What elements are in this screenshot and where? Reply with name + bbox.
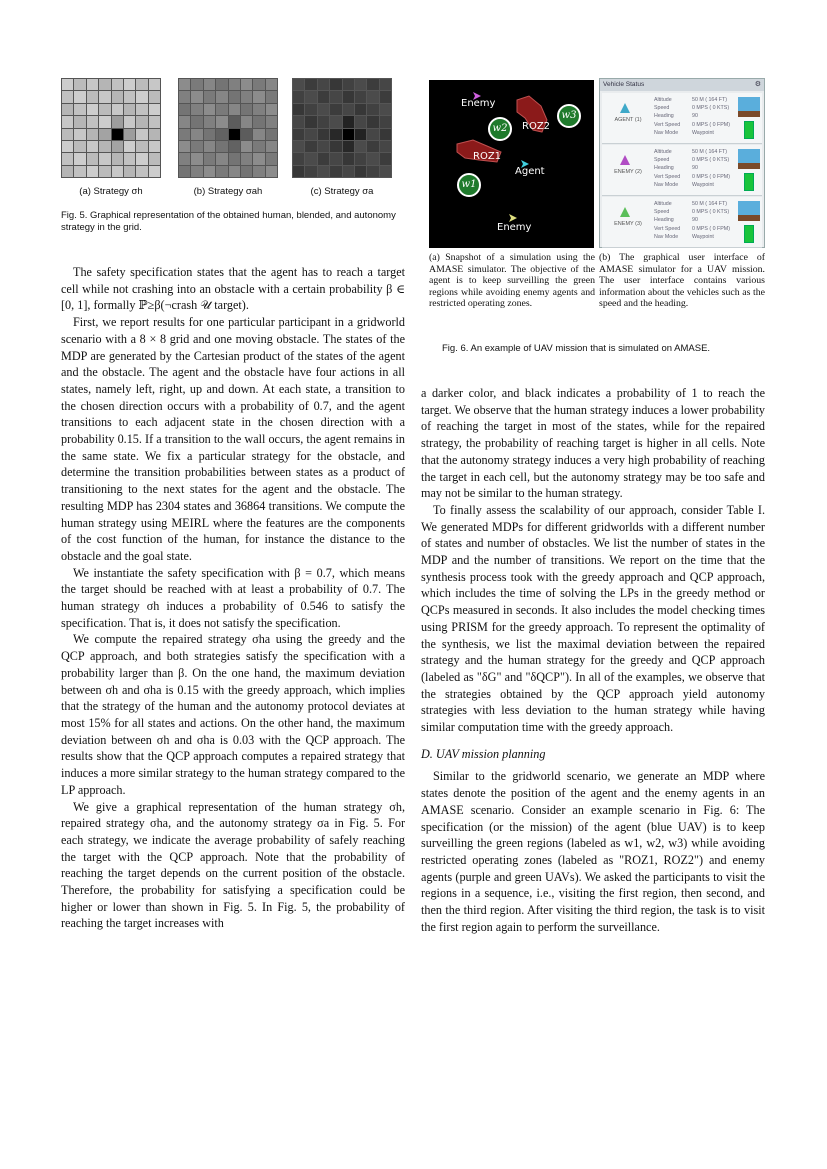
- property-row: [654, 233, 714, 241]
- grid-cell: [191, 116, 202, 127]
- grid-cell: [330, 166, 341, 177]
- grid-cell: [229, 116, 240, 127]
- grid-cell: [124, 141, 135, 152]
- grid-cell: [99, 141, 110, 152]
- grid-cell: [99, 116, 110, 127]
- grid-cell: [179, 104, 190, 115]
- grid-cell: [112, 129, 123, 140]
- roz1-label: ROZ1: [473, 151, 502, 162]
- property-label: Heading: [654, 217, 674, 224]
- enemy-label-top: Enemy: [461, 98, 496, 109]
- property-value: 50 M ( 164 FT): [692, 97, 728, 103]
- vehicle-panel[interactable]: [602, 197, 762, 248]
- grid-cell: [99, 91, 110, 102]
- grid-cell: [204, 104, 215, 115]
- grid-cell: [343, 153, 354, 164]
- grid-cell: [149, 129, 160, 140]
- grid-cell: [191, 91, 202, 102]
- property-label: Altitude: [654, 201, 672, 207]
- grid-cell: [330, 129, 341, 140]
- grid-cell: [74, 129, 85, 140]
- grid-cell: [204, 91, 215, 102]
- grid-cell: [367, 116, 378, 127]
- left-paragraph-2: First, we report results for one particular participant in a gridworld scenario with a 8 × 8 grid and one moving obstacle. The states of the MDP are generated by the Cartesian product of the states of the agent and the obstacle. The agent and the obstacle have four actions in all states, namely left, right, up and down. At each state, a transition to the chosen direction occurs with a probability of 0.7, and the agent transitions to each adjacent state in the chosen direction with a probability 0.15. If a transition to the wall occurs, the agent remains in the same state. We fix a particular strategy for the obstacle, and determine the transition probabilities between states as a product of transitioning to the next states for the agent and the obstacle. The resulting MDP has 2304 states and 36864 transitions. We compute the human strategy using MEIRL where the features are the components of the cost function of the human, for instance the distance to the obstacle and the goal state.: [61, 315, 405, 563]
- property-value: 0 MPS ( 0 FPM): [692, 225, 730, 232]
- property-value: 0 MPS ( 0 KTS): [692, 157, 730, 164]
- altitude-gauge: [738, 111, 760, 117]
- altitude-gauge: [738, 201, 760, 215]
- property-row: [654, 208, 730, 216]
- grid-cell: [253, 104, 264, 115]
- property-row: [654, 156, 730, 164]
- gear-icon[interactable]: ⚙: [754, 81, 761, 88]
- grid-cell: [216, 79, 227, 90]
- grid-cell: [87, 91, 98, 102]
- grid-cell: [62, 153, 73, 164]
- uav-icon: [620, 103, 630, 113]
- region-w1: w1: [457, 173, 481, 197]
- grid-cell: [367, 79, 378, 90]
- grid-cell: [216, 153, 227, 164]
- grid-cell: [99, 129, 110, 140]
- grid-cell: [229, 91, 240, 102]
- grid-cell: [253, 153, 264, 164]
- grid-cell: [124, 166, 135, 177]
- grid-cell: [293, 116, 304, 127]
- grid-cell: [149, 79, 160, 90]
- grid-cell: [112, 104, 123, 115]
- grid-cell: [204, 153, 215, 164]
- grid-cell: [343, 91, 354, 102]
- grid-cell: [99, 166, 110, 177]
- uav-icon: [620, 155, 630, 165]
- grid-cell: [241, 79, 252, 90]
- grid-cell: [266, 166, 277, 177]
- grid-cell: [62, 79, 73, 90]
- grid-cell: [204, 129, 215, 140]
- grid-cell: [179, 141, 190, 152]
- grid-cell: [318, 104, 329, 115]
- left-column: [61, 264, 405, 932]
- property-label: Vert Speed: [654, 121, 681, 128]
- property-value: 50 M ( 164 FT): [692, 201, 728, 207]
- grid-cell: [112, 141, 123, 152]
- grid-cell: [136, 79, 147, 90]
- property-value: 0 MPS ( 0 KTS): [692, 105, 730, 112]
- status-indicator: [744, 225, 754, 243]
- property-label: Vert Speed: [654, 225, 681, 232]
- grid-cell: [343, 104, 354, 115]
- status-indicator: [744, 121, 754, 139]
- property-label: Nav Mode: [654, 233, 679, 240]
- grid-cell: [179, 79, 190, 90]
- grid-cell: [343, 141, 354, 152]
- property-label: Speed: [654, 157, 670, 164]
- grid-cell: [253, 91, 264, 102]
- grid-cell: [136, 166, 147, 177]
- simulation-snapshot: [429, 80, 594, 248]
- grid-cell: [241, 104, 252, 115]
- grid-cell: [179, 153, 190, 164]
- grid-cell: [149, 116, 160, 127]
- status-indicator: [744, 173, 754, 191]
- grid-cell: [305, 104, 316, 115]
- property-row: [654, 112, 698, 120]
- grid-cell: [241, 141, 252, 152]
- grid-cell: [179, 116, 190, 127]
- figure-5: [61, 78, 406, 233]
- property-row: [654, 104, 730, 112]
- grid-cell: [318, 166, 329, 177]
- grid-cell: [112, 91, 123, 102]
- grid-cell: [355, 104, 366, 115]
- grid-cell: [87, 79, 98, 90]
- grid-cell: [318, 91, 329, 102]
- right-column: [421, 385, 765, 936]
- subcaption-c: (c) Strategy σa: [310, 186, 374, 197]
- gui-title: Vehicle Status: [603, 81, 645, 88]
- grid-cell: [136, 141, 147, 152]
- grid-cell: [241, 166, 252, 177]
- grid-cell: [191, 104, 202, 115]
- property-row: [654, 225, 730, 233]
- grid-cell: [124, 91, 135, 102]
- grid-cell: [305, 166, 316, 177]
- grid-cell: [112, 166, 123, 177]
- property-row: [654, 181, 714, 189]
- grid-cell: [216, 91, 227, 102]
- grid-cell: [179, 91, 190, 102]
- grid-cell: [343, 116, 354, 127]
- grid-cell: [229, 104, 240, 115]
- grid-cell: [74, 79, 85, 90]
- grid-cell: [253, 166, 264, 177]
- grid-cell: [293, 104, 304, 115]
- grid-cell: [253, 116, 264, 127]
- grid-cell: [330, 141, 341, 152]
- altitude-gauge: [738, 149, 760, 163]
- grid-cell: [330, 153, 341, 164]
- altitude-gauge: [738, 97, 760, 111]
- grid-cell: [318, 79, 329, 90]
- grid-strategy-h: [61, 78, 161, 178]
- region-w3: w3: [557, 104, 581, 128]
- grid-cell: [305, 116, 316, 127]
- grid-strategy-a: [292, 78, 392, 178]
- agent-label: Agent: [515, 166, 545, 177]
- grid-cell: [355, 116, 366, 127]
- grid-cell: [191, 129, 202, 140]
- grid-cell: [216, 166, 227, 177]
- grid-cell: [87, 166, 98, 177]
- subcaption-b: (b) Strategy σah: [193, 186, 263, 197]
- grid-cell: [216, 129, 227, 140]
- grid-cell: [74, 153, 85, 164]
- grid-cell: [380, 129, 391, 140]
- grid-cell: [204, 141, 215, 152]
- property-label: Altitude: [654, 97, 672, 103]
- grid-cell: [149, 153, 160, 164]
- grid-cell: [380, 79, 391, 90]
- grid-cell: [293, 91, 304, 102]
- grid-cell: [330, 116, 341, 127]
- grid-cell: [330, 79, 341, 90]
- vehicle-status-gui: [599, 78, 765, 248]
- grid-cell: [149, 141, 160, 152]
- grid-cell: [62, 116, 73, 127]
- right-paragraph-1: a darker color, and black indicates a probability of 1 to reach the target. We observe that the human strategy induces a lower probability of reaching the target in most of the states, while for the repaired strategy, the probability of reaching target is higher in all cells. Note that the autonomy strategy induces a very high probability of reaching the target in each cell, but the autonomy strategy may be too safe and may not be similar to the human strategy.: [421, 386, 765, 501]
- grid-cell: [330, 91, 341, 102]
- property-row: [654, 148, 728, 156]
- enemy-label-bottom: Enemy: [497, 222, 532, 233]
- property-label: Vert Speed: [654, 173, 681, 180]
- grid-cell: [229, 166, 240, 177]
- vehicle-name: ENEMY (3): [614, 221, 642, 227]
- right-paragraph-2: To finally assess the scalability of our approach, consider Table I. We generated MDPs for different gridworlds with a different number of states and number of obstacles. We list the number of states in the MDP and the number of transitions. We report on the time that the synthesis process took with the greedy approach and QCP approach, which includes the time of solving the LPs in the greedy method or QCPs measured in seconds. It also includes the model checking times using PRISM for the greedy approach. To represent the optimality of the synthesis, we list the maximal deviation between the repaired strategy and the human strategy for the greedy and QCP approach (labeled as "δG" and "δQCP"). In all of the examples, we observe that the strategies obtained by the QCP approach yield autonomy strategies with less deviation to the human strategy while having similar computation time with the greedy approach.: [421, 502, 765, 735]
- grid-cell: [241, 91, 252, 102]
- grid-cell: [380, 116, 391, 127]
- grid-cell: [136, 129, 147, 140]
- grid-cell: [179, 129, 190, 140]
- vehicle-properties: [654, 96, 730, 137]
- grid-cell: [87, 116, 98, 127]
- grid-cell: [241, 153, 252, 164]
- grid-cell: [99, 79, 110, 90]
- section-heading-uav: D. UAV mission planning: [421, 746, 546, 761]
- grid-cell: [266, 153, 277, 164]
- grid-cell: [74, 91, 85, 102]
- grid-cell: [149, 104, 160, 115]
- grid-cell: [204, 79, 215, 90]
- altitude-gauge: [738, 163, 760, 169]
- grid-cell: [367, 141, 378, 152]
- grid-cell: [318, 141, 329, 152]
- grid-cell: [112, 153, 123, 164]
- grid-cell: [343, 79, 354, 90]
- grid-cell: [266, 141, 277, 152]
- grid-cell: [318, 129, 329, 140]
- grid-cell: [355, 153, 366, 164]
- grid-cell: [355, 129, 366, 140]
- grid-cell: [367, 129, 378, 140]
- grid-cell: [124, 153, 135, 164]
- property-value: 0 MPS ( 0 FPM): [692, 173, 730, 180]
- gui-title-bar: [600, 79, 764, 91]
- grid-cell: [216, 116, 227, 127]
- grid-cell: [305, 79, 316, 90]
- grid-cell: [62, 166, 73, 177]
- property-value: 90: [692, 113, 698, 120]
- grid-cell: [253, 141, 264, 152]
- grid-cell: [136, 153, 147, 164]
- grid-cell: [74, 104, 85, 115]
- grid-cell: [179, 166, 190, 177]
- grid-cell: [149, 91, 160, 102]
- property-row: [654, 129, 714, 137]
- grid-cell: [62, 91, 73, 102]
- grid-cell: [241, 116, 252, 127]
- property-value: Waypoint: [692, 129, 714, 136]
- property-value: 90: [692, 217, 698, 224]
- grid-cell: [293, 79, 304, 90]
- property-row: [654, 164, 698, 172]
- grid-cell: [112, 79, 123, 90]
- property-row: [654, 200, 728, 208]
- grid-cell: [62, 129, 73, 140]
- grid-cell: [253, 79, 264, 90]
- property-value: Waypoint: [692, 233, 714, 240]
- grid-cell: [204, 166, 215, 177]
- grid-cell: [305, 129, 316, 140]
- grid-cell: [124, 104, 135, 115]
- vehicle-panel[interactable]: [602, 145, 762, 196]
- grid-cell: [266, 129, 277, 140]
- property-row: [654, 96, 728, 104]
- vehicle-properties: [654, 148, 730, 189]
- grid-cell: [293, 153, 304, 164]
- vehicle-properties: [654, 200, 730, 241]
- grid-cell: [229, 141, 240, 152]
- enemy-green-marker: [509, 214, 517, 222]
- region-w2: w2: [488, 117, 512, 141]
- grid-cell: [266, 116, 277, 127]
- grid-cell: [266, 104, 277, 115]
- grid-cell: [293, 129, 304, 140]
- grid-cell: [293, 166, 304, 177]
- grid-cell: [191, 141, 202, 152]
- property-label: Heading: [654, 165, 674, 172]
- property-value: Waypoint: [692, 181, 714, 188]
- left-paragraph-3: We instantiate the safety specification with β = 0.7, which means the target should be reached with at least a probability of 0.7. The human strategy σh induces a probability of 0.546 to satisfy the specification. That is, it does not satisfy the specification.: [61, 565, 405, 630]
- grid-cell: [293, 141, 304, 152]
- grid-cell: [229, 79, 240, 90]
- property-row: [654, 173, 730, 181]
- grid-cell: [253, 129, 264, 140]
- grid-cell: [355, 79, 366, 90]
- grid-cell: [191, 166, 202, 177]
- grid-cell: [318, 153, 329, 164]
- grid-cell: [87, 104, 98, 115]
- grid-cell: [355, 91, 366, 102]
- grid-cell: [266, 79, 277, 90]
- grid-cell: [62, 141, 73, 152]
- grid-cell: [330, 104, 341, 115]
- grid-cell: [136, 104, 147, 115]
- grid-cell: [355, 166, 366, 177]
- grid-cell: [343, 166, 354, 177]
- left-paragraph-4: We compute the repaired strategy σha using the greedy and the QCP approach, and both strategies satisfy the specification with a probability larger than β. On the one hand, the maximum deviation between σh and σha is 0.15 with the greedy approach, which implies that the strategy of the human and the autonomy protocol deviates at most 15% for all states and actions. On the other hand, the maximum deviation between σh and σha is 0.03 with the QCP approach. The results show that the QCP approach computes a repaired strategy that induces a more similar strategy to the human strategy compared to the LP approach.: [61, 632, 405, 797]
- fig6-subcaption-a: (a) Snapshot of a simulation using the AMASE simulator. The objective of the agent is to keep surveilling the green regions while avoiding enemy agents and restricted operating zones.: [429, 252, 595, 310]
- grid-cell: [204, 116, 215, 127]
- grid-cell: [124, 129, 135, 140]
- grid-cell: [99, 153, 110, 164]
- grid-cell: [229, 129, 240, 140]
- grid-cell: [305, 91, 316, 102]
- vehicle-panel[interactable]: [602, 93, 762, 144]
- grid-cell: [343, 129, 354, 140]
- figure-6-caption: Fig. 6. An example of UAV mission that is simulated on AMASE.: [442, 343, 711, 354]
- right-paragraph-3: Similar to the gridworld scenario, we generate an MDP where states denote the position of the agent and the enemy agents in an AMASE scenario. Consider an example scenario in Fig. 6: The specification (or the mission) of the agent (blue UAV) is to keep surveilling the green regions (labeled as w1, w2, w3) while avoiding restricted operating zones (labeled as "ROZ1, ROZ2") and enemy agents (purple and green UAVs). We asked the participants to visit the regions in a sequence, i.e., visiting the first region, then second, and then the third region. After visiting the third region, the task is to visit the first region again to perform the surveillance.: [421, 769, 765, 934]
- grid-cell: [62, 104, 73, 115]
- figure-5-caption: Fig. 5. Graphical representation of the obtained human, blended, and autonomy strategy in the grid.: [61, 210, 396, 233]
- grid-cell: [241, 129, 252, 140]
- fig6-subcaption-b: (b) The graphical user interface of AMASE simulator for a UAV mission. The user interface contains various information about the vehicles such as the speed and the heading.: [599, 252, 765, 310]
- grid-cell: [266, 91, 277, 102]
- grid-cell: [149, 166, 160, 177]
- property-label: Nav Mode: [654, 181, 679, 188]
- property-label: Speed: [654, 209, 670, 216]
- grid-cell: [136, 116, 147, 127]
- left-paragraph-5: We give a graphical representation of the human strategy σh, repaired strategy σha, and the autonomy strategy σa in Fig. 5. For each strategy, we indicate the average probability of safely reaching the target with the QCP approach. Note that the probability of reaching the target depends on the current position of the obstacle. Therefore, the probability for satisfying a specification could be higher or lower than shown in Fig. 5. In Fig. 5, the probability of reaching the target increases with: [61, 799, 405, 931]
- grid-cell: [87, 129, 98, 140]
- left-paragraph-1: The safety specification states that the agent has to reach a target cell while not crashing into an obstacle with a certain probability β ∈ [0, 1], formally ℙ≥β(¬crash 𝒰 target).: [61, 265, 405, 313]
- uav-icon: [620, 207, 630, 217]
- grid-cell: [380, 91, 391, 102]
- grid-cell: [87, 141, 98, 152]
- property-label: Speed: [654, 105, 670, 112]
- grid-cell: [305, 153, 316, 164]
- property-label: Heading: [654, 113, 674, 120]
- grid-cell: [216, 141, 227, 152]
- grid-cell: [124, 116, 135, 127]
- grid-cell: [367, 166, 378, 177]
- grid-cell: [74, 116, 85, 127]
- grid-cell: [74, 141, 85, 152]
- property-value: 0 MPS ( 0 KTS): [692, 209, 730, 216]
- grid-cell: [229, 153, 240, 164]
- property-label: Altitude: [654, 149, 672, 155]
- grid-cell: [380, 153, 391, 164]
- property-value: 0 MPS ( 0 FPM): [692, 121, 730, 128]
- grid-cell: [367, 91, 378, 102]
- grid-cell: [191, 153, 202, 164]
- grid-cell: [305, 141, 316, 152]
- vehicle-name: AGENT (1): [614, 117, 642, 123]
- grid-cell: [367, 153, 378, 164]
- altitude-gauge: [738, 215, 760, 221]
- grid-cell: [367, 104, 378, 115]
- grid-cell: [112, 116, 123, 127]
- subcaption-a: (a) Strategy σh: [79, 186, 143, 197]
- property-row: [654, 121, 730, 129]
- property-value: 50 M ( 164 FT): [692, 149, 728, 155]
- grid-cell: [380, 166, 391, 177]
- vehicle-name: ENEMY (2): [614, 169, 642, 175]
- grid-cell: [136, 91, 147, 102]
- roz2-label: ROZ2: [522, 121, 551, 132]
- grid-cell: [318, 116, 329, 127]
- property-value: 90: [692, 165, 698, 172]
- grid-cell: [74, 166, 85, 177]
- grid-cell: [380, 141, 391, 152]
- grid-cell: [124, 79, 135, 90]
- grid-cell: [355, 141, 366, 152]
- grid-cell: [380, 104, 391, 115]
- property-row: [654, 216, 698, 224]
- grid-cell: [99, 104, 110, 115]
- grid-cell: [191, 79, 202, 90]
- grid-strategy-ah: [178, 78, 278, 178]
- grid-cell: [87, 153, 98, 164]
- grid-cell: [216, 104, 227, 115]
- property-label: Nav Mode: [654, 129, 679, 136]
